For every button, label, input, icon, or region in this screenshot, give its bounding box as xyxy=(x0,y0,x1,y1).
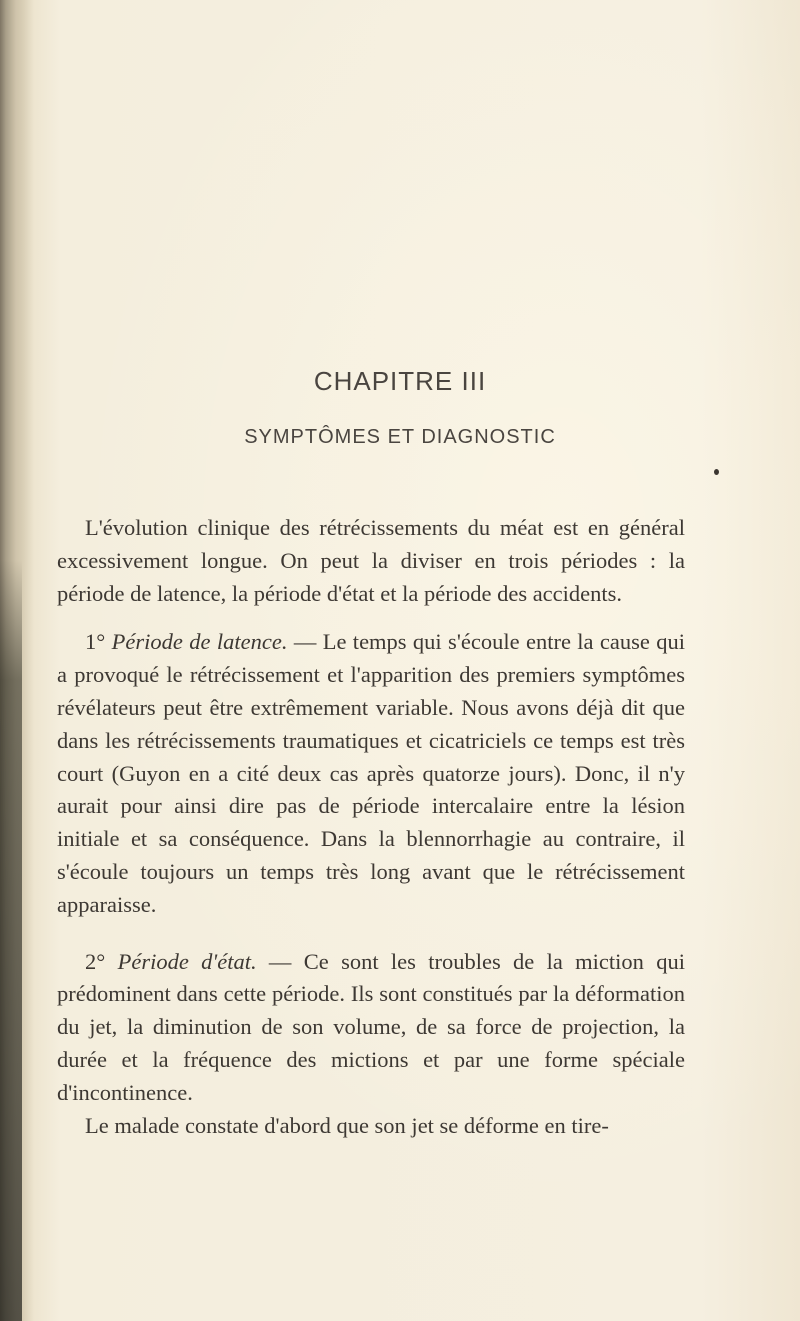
paragraph-etat-body: — Ce sont les troubles de la miction qui prédominent dans cette période. Ils sont constitués par la déformation du jet, la diminution de son volume, de sa force de projection, la durée et la fréquence des mictions et par une forme spéciale d'incontinence. xyxy=(57,948,686,1105)
ink-speck xyxy=(714,469,719,475)
paragraph-latence-body: — Le temps qui s'écoule entre la cause qui a provoqué le rétrécissement et l'apparition des premiers symptômes révélateurs peut être extrêmement variable. Nous avons déjà dit que dans les rétrécissements traumatiques et cicatriciels ce temps est très court (Guyon en a cité deux cas après quatorze jours). Donc, il n'y aurait pour ainsi dire pas de période intercalaire entre la lésion initiale et sa conséquence. Dans la blennorrhagie au contraire, il s'écoule toujours un temps très long avant que le rétrécissement apparaisse. xyxy=(57,629,686,917)
chapter-heading: CHAPITRE III xyxy=(313,366,487,396)
chapter-subtitle: SYMPTÔMES ET DIAGNOSTIC xyxy=(244,426,556,448)
body-text xyxy=(57,512,685,1142)
paragraph-intro: L'évolution clinique des rétrécissements du méat est en général excessivement longue. On peut la diviser en trois périodes : la période de latence, la période d'état et la période des accidents. xyxy=(57,515,685,606)
paragraph-malade: Le malade constate d'abord que son jet se déforme en tire- xyxy=(85,1112,609,1138)
section-number: 2° xyxy=(85,948,106,974)
section-number: 1° xyxy=(85,629,106,655)
paragraph-latence xyxy=(57,626,685,921)
section-title-latence: Période de latence. xyxy=(111,629,288,655)
paragraph-etat xyxy=(57,946,685,1110)
binding-shadow xyxy=(0,560,22,1321)
section-title-etat: Période d'état. xyxy=(117,948,257,974)
